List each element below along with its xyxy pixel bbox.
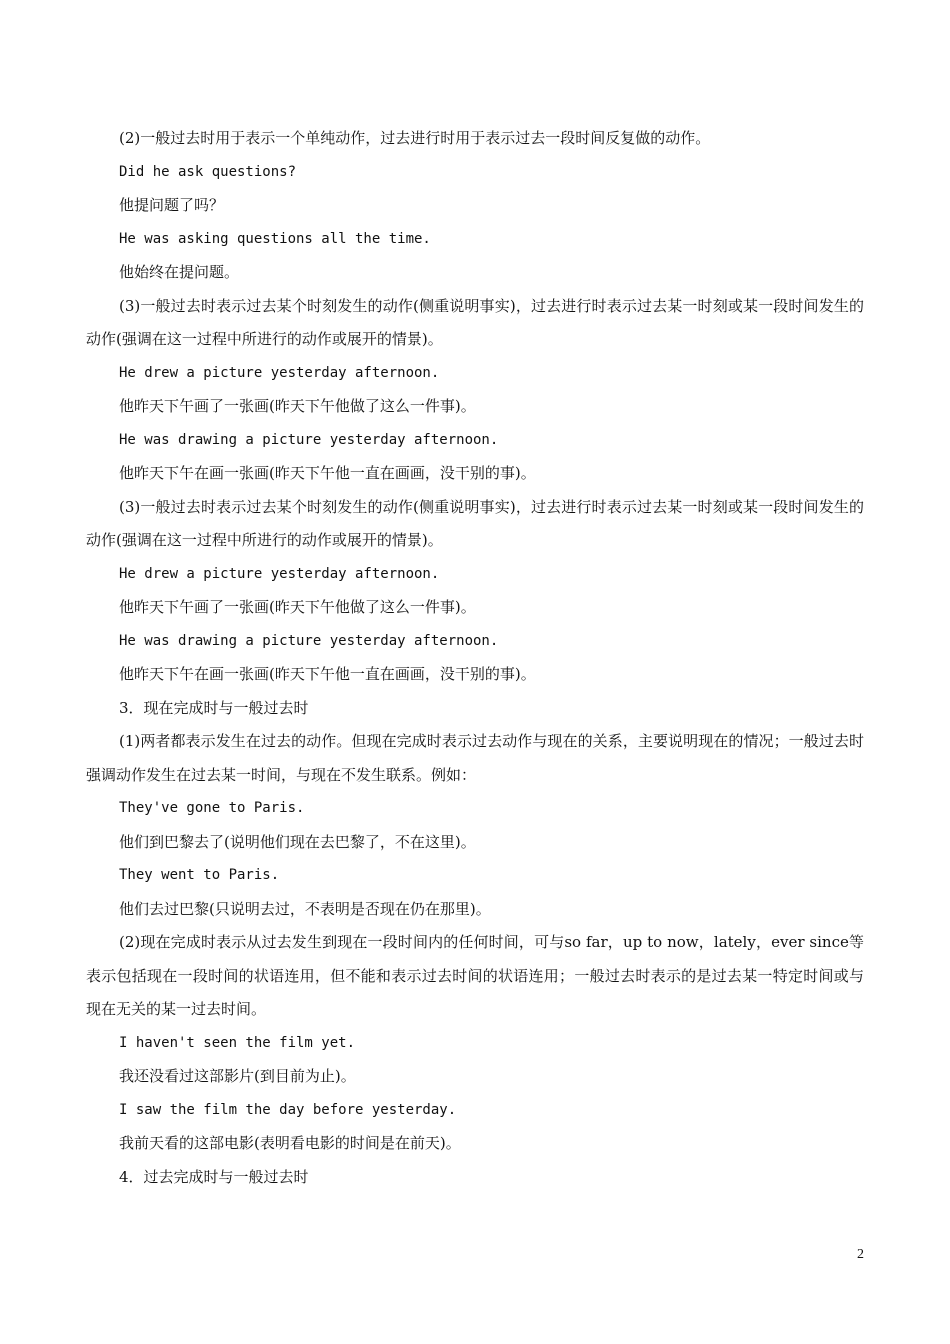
translation: 他始终在提问题。 — [119, 263, 240, 281]
translation: 他昨天下午画了一张画(昨天下午他做了这么一件事)。 — [119, 598, 476, 616]
translation: 他们到巴黎去了(说明他们现在去巴黎了，不在这里)。 — [119, 832, 476, 851]
example-sentence: They went to Paris. — [119, 867, 280, 883]
example-sentence: Did he ask questions? — [119, 163, 297, 180]
paragraph: (1)两者都表示发生在过去的动作。但现在完成时表示过去动作与现在的关系，主要说明现在的情况；一般过去时强调动作发生在过去某一时间，与现在不发生联系。例如： — [86, 732, 864, 784]
example-sentence: They've gone to Paris. — [119, 800, 305, 816]
section-heading: 4．过去完成时与一般过去时 — [119, 1167, 309, 1186]
example-sentence: He drew a picture yesterday afternoon. — [119, 565, 440, 582]
page-number: 2 — [857, 1247, 864, 1262]
translation: 他昨天下午在画一张画(昨天下午他一直在画画，没干别的事)。 — [119, 464, 536, 482]
translation: 他昨天下午在画一张画(昨天下午他一直在画画，没干别的事)。 — [119, 665, 536, 683]
paragraph: (3)一般过去时表示过去某个时刻发生的动作(侧重说明事实)，过去进行时表示过去某一时刻或某一段时间发生的动作(强调在这一过程中所进行的动作或展开的情景)。 — [86, 497, 864, 549]
translation: 他们去过巴黎(只说明去过，不表明是否现在仍在那里)。 — [119, 899, 491, 918]
example-sentence: He drew a picture yesterday afternoon. — [119, 364, 440, 381]
paragraph: (2)现在完成时表示从过去发生到现在一段时间内的任何时间，可与so far，up to now，lately，ever since等表示包括现在一段时间的状语连用，但不能和表示过去时间的状语连用；一般过去时表示的是过去某一特定时间或与现在无关的某一过去时间。 — [86, 933, 864, 1018]
paragraph: (2)一般过去时用于表示一个单纯动作，过去进行时用于表示过去一段时间反复做的动作。 — [119, 129, 711, 147]
section-heading: 3．现在完成时与一般过去时 — [119, 698, 309, 717]
translation: 我还没看过这部影片(到目前为止)。 — [119, 1067, 356, 1085]
example-sentence: He was drawing a picture yesterday afternoon. — [119, 431, 499, 448]
translation: 我前天看的这部电影(表明看电影的时间是在前天)。 — [119, 1134, 461, 1152]
document-body — [86, 122, 864, 1194]
translation: 他提问题了吗？ — [119, 196, 225, 214]
example-sentence: I saw the film the day before yesterday. — [119, 1101, 457, 1118]
translation: 他昨天下午画了一张画(昨天下午他做了这么一件事)。 — [119, 397, 476, 415]
example-sentence: He was drawing a picture yesterday afternoon. — [119, 632, 499, 649]
paragraph: (3)一般过去时表示过去某个时刻发生的动作(侧重说明事实)，过去进行时表示过去某一时刻或某一段时间发生的动作(强调在这一过程中所进行的动作或展开的情景)。 — [86, 296, 864, 348]
example-sentence: He was asking questions all the time. — [119, 230, 431, 247]
example-sentence: I haven't seen the film yet. — [119, 1034, 356, 1051]
